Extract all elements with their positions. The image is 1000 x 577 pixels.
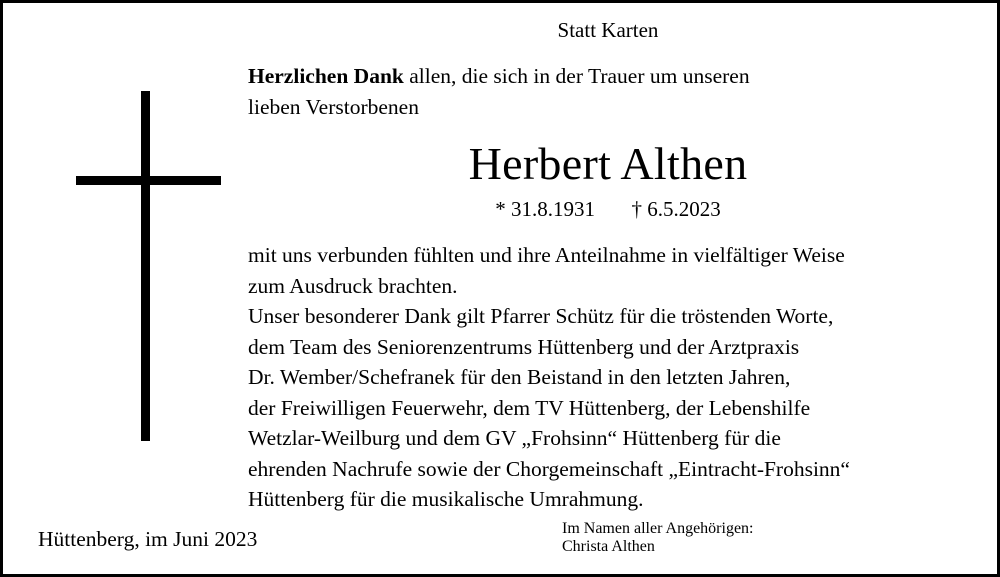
place-and-date: Hüttenberg, im Juni 2023 — [38, 527, 258, 551]
body-line: dem Team des Seniorenzentrums Hüttenberg und der Arztpraxis — [248, 334, 800, 359]
body-line: Unser besonderer Dank gilt Pfarrer Schütz für die tröstenden Worte, — [248, 304, 834, 329]
life-dates — [248, 197, 968, 222]
notice-content — [248, 17, 968, 515]
thanks-line-two: lieben Verstorbenen — [248, 94, 419, 119]
thanks-rest: allen, die sich in der Trauer um unseren — [403, 64, 750, 89]
birth-symbol: * — [495, 197, 506, 222]
statt-karten-header: Statt Karten — [557, 18, 659, 42]
body-line: ehrenden Nachrufe sowie der Chorgemeinschaft „Eintracht-Frohsinn“ — [248, 456, 850, 481]
closing-intro: Im Namen aller Angehörigen: — [562, 520, 754, 537]
death-date: 6.5.2023 — [647, 197, 721, 222]
body-text — [248, 240, 968, 515]
cross-vertical-bar — [141, 91, 150, 441]
signature-name: Christa Althen — [562, 538, 655, 555]
body-line: Wetzlar-Weilburg und dem GV „Frohsinn“ Hüttenberg für die — [248, 426, 781, 451]
thanks-paragraph — [248, 61, 968, 122]
body-line: zum Ausdruck brachten. — [248, 273, 458, 298]
cross-horizontal-bar — [76, 176, 221, 185]
deceased-name: Herbert Althen — [468, 138, 748, 190]
body-line: mit uns verbunden fühlten und ihre Anteilnahme in vielfältiger Weise — [248, 243, 845, 268]
closing-block — [562, 520, 962, 556]
thanks-bold-lead: Herzlichen Dank — [248, 64, 404, 89]
body-line: der Freiwilligen Feuerwehr, dem TV Hüttenberg, der Lebenshilfe — [248, 395, 811, 420]
birth-date: 31.8.1931 — [511, 197, 595, 222]
cross-icon — [31, 63, 246, 443]
body-line: Hüttenberg für die musikalische Umrahmung. — [248, 487, 644, 512]
death-symbol: † — [631, 197, 642, 222]
body-line: Dr. Wember/Schefranek für den Beistand in den letzten Jahren, — [248, 365, 791, 390]
